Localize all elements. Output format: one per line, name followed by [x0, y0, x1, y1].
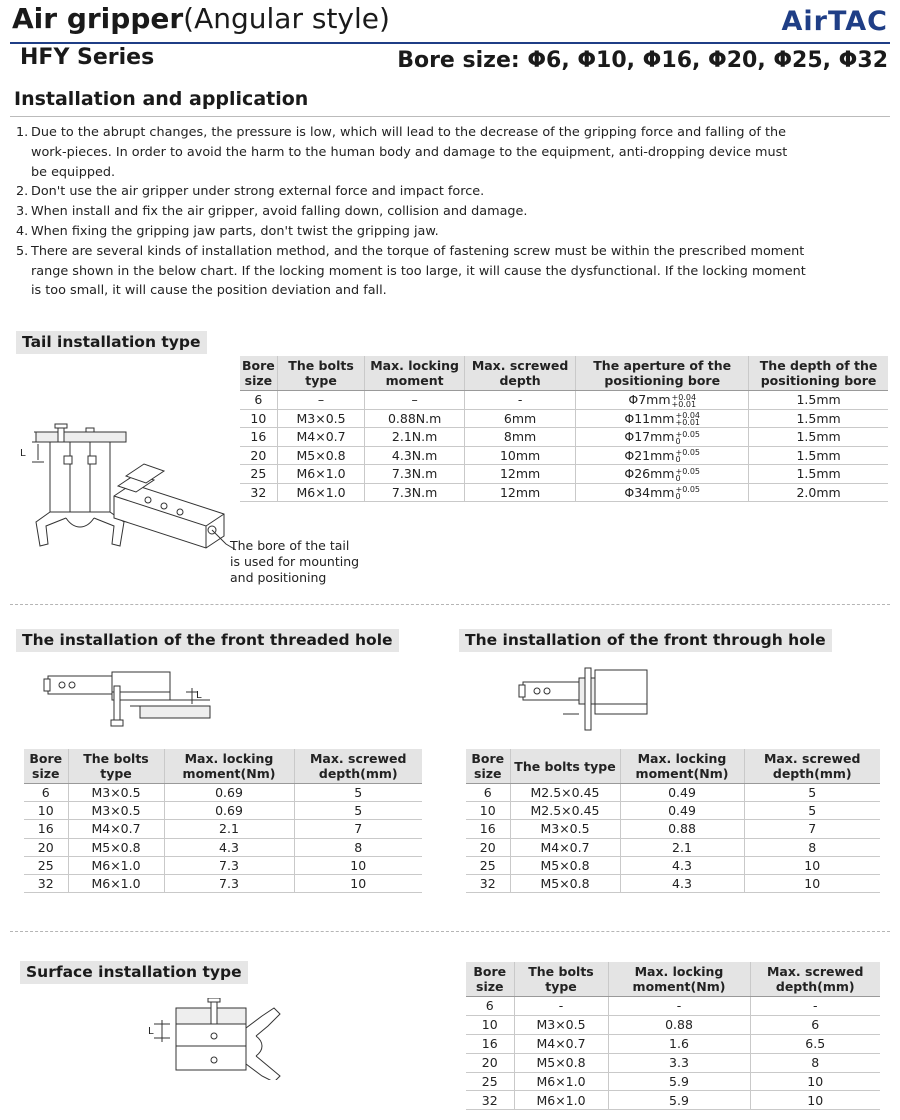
- table-cell: 8mm: [464, 428, 575, 447]
- table-row: [24, 874, 422, 892]
- table-cell: 32: [466, 874, 510, 892]
- table-cell: M3×0.5: [510, 820, 620, 838]
- tolerance-lower: +0.01: [671, 399, 697, 409]
- table-cell: M6×1.0: [277, 483, 365, 502]
- table-cell: M3×0.5: [514, 1015, 608, 1034]
- installation-notes: [16, 123, 806, 301]
- table-row: [240, 428, 888, 447]
- table-row: [466, 856, 880, 874]
- table-cell: M5×0.8: [68, 838, 164, 856]
- table-cell: M6×1.0: [277, 465, 365, 484]
- table-cell: 25: [24, 856, 68, 874]
- table-row: [240, 391, 888, 410]
- front-through-table: [466, 749, 880, 893]
- aperture-value: Φ17mm: [624, 429, 675, 444]
- table-cell: 32: [24, 874, 68, 892]
- tolerance: [676, 431, 701, 445]
- column-header: Bore size: [240, 356, 277, 391]
- table-cell: M4×0.7: [514, 1034, 608, 1053]
- table-cell: 10: [744, 874, 880, 892]
- table-row: [24, 820, 422, 838]
- note-text: Due to the abrupt changes, the pressure is low, which will lead to the decrease of the gripping force and falling of the work-pieces. In order to avoid the harm to the human body and damage to the equipment, anti-dropping device must be equipped.: [31, 125, 788, 180]
- table-cell: 25: [466, 1072, 514, 1091]
- section-rule: [10, 116, 890, 117]
- table-cell: –: [365, 391, 465, 410]
- table-cell: 0.49: [620, 784, 744, 802]
- table-cell: 7.3N.m: [365, 483, 465, 502]
- column-header: Max. locking moment: [365, 356, 465, 391]
- table-row: [24, 802, 422, 820]
- table-row: [466, 1015, 880, 1034]
- table-row: [240, 483, 888, 502]
- column-header: Max. screwed depth(mm): [294, 749, 422, 784]
- note-number: 1.: [16, 125, 29, 140]
- installation-heading: Installation and application: [14, 88, 309, 110]
- surface-table: [466, 962, 880, 1110]
- tolerance-lower: 0: [675, 473, 681, 483]
- tolerance-upper: +0.04: [671, 392, 697, 402]
- table-cell: 10mm: [464, 446, 575, 465]
- table-cell: 5: [294, 802, 422, 820]
- table-cell: 0.69: [164, 784, 294, 802]
- table-row: [466, 997, 880, 1016]
- table-cell: 2.1: [620, 838, 744, 856]
- table-cell: M5×0.8: [514, 1053, 608, 1072]
- table-cell: 6mm: [464, 409, 575, 428]
- table-cell: -: [750, 997, 880, 1016]
- table-cell: 5.9: [608, 1091, 750, 1110]
- tolerance-upper: +0.05: [675, 448, 701, 457]
- tail-callout: [230, 538, 359, 586]
- table-cell: 20: [466, 1053, 514, 1072]
- table-cell: 5.9: [608, 1072, 750, 1091]
- table-cell: 5: [294, 784, 422, 802]
- table-cell: 25: [466, 856, 510, 874]
- table-cell: M4×0.7: [277, 428, 365, 447]
- tail-table: [240, 356, 888, 502]
- table-cell: 10: [24, 802, 68, 820]
- aperture-value: Φ21mm: [624, 447, 675, 463]
- table-cell: 4.3: [164, 838, 294, 856]
- table-row: [240, 409, 888, 428]
- table-cell: 10: [750, 1091, 880, 1110]
- bore-sizes: Bore size: Φ6, Φ10, Φ16, Φ20, Φ25, Φ32: [397, 48, 888, 73]
- table-cell: 1.6: [608, 1034, 750, 1053]
- column-header: Max. locking moment(Nm): [164, 749, 294, 784]
- table-row: [466, 838, 880, 856]
- note-number: 3.: [16, 204, 29, 220]
- table-cell: 4.3: [620, 856, 744, 874]
- tolerance-lower: 0: [675, 492, 681, 501]
- column-header: Max. locking moment(Nm): [608, 962, 750, 997]
- table-cell: 16: [240, 428, 277, 447]
- aperture-cell: [576, 446, 749, 465]
- tail-heading: Tail installation type: [16, 331, 207, 354]
- aperture-value: Φ34mm: [624, 484, 675, 500]
- note-number: 2.: [16, 184, 29, 200]
- table-cell: -: [464, 391, 575, 410]
- tolerance: [672, 394, 697, 408]
- front-through-drawing: [515, 664, 655, 734]
- table-cell: 20: [466, 838, 510, 856]
- note-number: 5.: [16, 243, 29, 259]
- table-cell: M6×1.0: [514, 1072, 608, 1091]
- tolerance: [676, 468, 701, 482]
- table-cell: 10: [750, 1072, 880, 1091]
- column-header: The aperture of the positioning bore: [576, 356, 749, 391]
- table-cell: 20: [24, 838, 68, 856]
- table-cell: 6: [466, 784, 510, 802]
- table-row: [466, 1091, 880, 1110]
- table-cell: 1.5mm: [749, 391, 888, 410]
- table-cell: 32: [466, 1091, 514, 1110]
- tolerance-upper: +0.05: [675, 485, 701, 494]
- column-header: Bore size: [466, 749, 510, 784]
- aperture-cell: [576, 391, 749, 410]
- table-cell: M3×0.5: [277, 409, 365, 428]
- note-text: When install and fix the air gripper, avoid falling down, collision and damage.: [31, 204, 528, 220]
- table-cell: 6: [466, 997, 514, 1016]
- table-cell: M2.5×0.45: [510, 784, 620, 802]
- table-row: [24, 784, 422, 802]
- table-cell: 7: [744, 820, 880, 838]
- table-row: [466, 874, 880, 892]
- table-cell: 6.5: [750, 1034, 880, 1053]
- note-item: [16, 222, 806, 242]
- table-cell: 7: [294, 820, 422, 838]
- aperture-value: Φ26mm: [624, 466, 675, 481]
- callout-line: is used for mounting: [230, 554, 360, 569]
- table-cell: 20: [240, 446, 277, 465]
- table-cell: 16: [466, 1034, 514, 1053]
- page-title: [12, 2, 390, 35]
- tolerance: [676, 449, 701, 463]
- tolerance-upper: +0.04: [675, 411, 701, 420]
- table-cell: 6: [240, 391, 277, 410]
- table-cell: -: [514, 997, 608, 1016]
- column-header: The bolts type: [68, 749, 164, 784]
- table-row: [24, 856, 422, 874]
- front-threaded-heading: The installation of the front threaded hole: [16, 629, 399, 652]
- column-header: Bore size: [24, 749, 68, 784]
- aperture-cell: [576, 409, 749, 428]
- note-item: [16, 242, 806, 301]
- column-header: Bore size: [466, 962, 514, 997]
- table-cell: 6: [24, 784, 68, 802]
- table-row: [466, 784, 880, 802]
- note-text: Don't use the air gripper under strong external force and impact force.: [31, 184, 485, 200]
- table-cell: M4×0.7: [68, 820, 164, 838]
- table-cell: 1.5mm: [749, 409, 888, 428]
- header-rule: [10, 42, 890, 44]
- table-cell: 5: [744, 802, 880, 820]
- tolerance-lower: 0: [675, 455, 681, 464]
- table-cell: 10: [294, 874, 422, 892]
- table-cell: M5×0.8: [510, 856, 620, 874]
- table-cell: 1.5mm: [749, 428, 888, 447]
- table-cell: 4.3: [620, 874, 744, 892]
- aperture-cell: [576, 465, 749, 484]
- note-item: [16, 182, 806, 202]
- table-row: [24, 838, 422, 856]
- table-cell: 10: [294, 856, 422, 874]
- aperture-cell: [576, 483, 749, 502]
- table-cell: M6×1.0: [68, 874, 164, 892]
- surface-dim-label: L: [148, 1026, 154, 1037]
- column-header: The depth of the positioning bore: [749, 356, 888, 391]
- tolerance-lower: +0.01: [675, 418, 701, 427]
- table-cell: 16: [466, 820, 510, 838]
- column-header: The bolts type: [277, 356, 365, 391]
- note-item: [16, 123, 806, 182]
- table-cell: 4.3N.m: [365, 446, 465, 465]
- table-cell: 12mm: [464, 465, 575, 484]
- table-cell: 2.1: [164, 820, 294, 838]
- table-cell: M4×0.7: [510, 838, 620, 856]
- note-number: 4.: [16, 223, 29, 239]
- table-cell: 7.3: [164, 874, 294, 892]
- table-cell: 1.5mm: [749, 446, 888, 465]
- table-cell: 12mm: [464, 483, 575, 502]
- front-threaded-table: [24, 749, 422, 893]
- table-cell: 25: [240, 465, 277, 484]
- table-cell: M3×0.5: [68, 784, 164, 802]
- tail-installation-drawing: [14, 418, 244, 558]
- table-row: [466, 802, 880, 820]
- aperture-cell: [576, 428, 749, 447]
- table-cell: M5×0.8: [510, 874, 620, 892]
- table-cell: 1.5mm: [749, 465, 888, 484]
- table-cell: 6: [750, 1015, 880, 1034]
- column-header: The bolts type: [514, 962, 608, 997]
- tolerance-upper: +0.05: [675, 429, 701, 439]
- aperture-value: Φ7mm: [628, 392, 671, 407]
- table-cell: 8: [750, 1053, 880, 1072]
- title-paren: (Angular style): [183, 2, 390, 35]
- table-cell: 10: [240, 409, 277, 428]
- table-cell: 10: [466, 802, 510, 820]
- table-cell: 10: [744, 856, 880, 874]
- callout-line: and positioning: [230, 570, 327, 585]
- column-header: The bolts type: [510, 749, 620, 784]
- section-divider: [10, 931, 890, 932]
- table-cell: 3.3: [608, 1053, 750, 1072]
- tolerance-upper: +0.05: [675, 466, 701, 476]
- column-header: Max. screwed depth(mm): [744, 749, 880, 784]
- table-cell: M3×0.5: [68, 802, 164, 820]
- table-cell: 0.88N.m: [365, 409, 465, 428]
- series-name: HFY Series: [20, 45, 155, 70]
- table-row: [466, 820, 880, 838]
- table-cell: 0.69: [164, 802, 294, 820]
- table-cell: 0.88: [608, 1015, 750, 1034]
- table-row: [240, 465, 888, 484]
- table-cell: 7.3: [164, 856, 294, 874]
- surface-installation-drawing: [140, 998, 290, 1080]
- table-cell: 7.3N.m: [365, 465, 465, 484]
- table-cell: 2.0mm: [749, 483, 888, 502]
- table-cell: 8: [744, 838, 880, 856]
- tolerance-lower: 0: [675, 436, 681, 446]
- table-cell: M6×1.0: [68, 856, 164, 874]
- title-main: Air gripper: [12, 2, 184, 35]
- column-header: Max. screwed depth(mm): [750, 962, 880, 997]
- table-row: [466, 1072, 880, 1091]
- table-cell: 10: [466, 1015, 514, 1034]
- callout-line: The bore of the tail: [230, 538, 350, 553]
- tail-dim-label: L: [20, 448, 26, 459]
- table-cell: M6×1.0: [514, 1091, 608, 1110]
- table-cell: M5×0.8: [277, 446, 365, 465]
- note-text: When fixing the gripping jaw parts, don't twist the gripping jaw.: [31, 223, 439, 239]
- table-cell: 32: [240, 483, 277, 502]
- table-cell: -: [608, 997, 750, 1016]
- column-header: Max. locking moment(Nm): [620, 749, 744, 784]
- table-cell: –: [277, 391, 365, 410]
- table-cell: M2.5×0.45: [510, 802, 620, 820]
- table-cell: 8: [294, 838, 422, 856]
- note-text: There are several kinds of installation method, and the torque of fastening screw must be within the prescribed moment range shown in the below chart. If the locking moment is too large, it will cause the dysfunctional. If the locking moment is too small, it will cause the position deviation and fall.: [31, 243, 806, 299]
- table-cell: 0.49: [620, 802, 744, 820]
- table-row: [466, 1034, 880, 1053]
- note-item: [16, 202, 806, 222]
- tolerance: [676, 412, 701, 426]
- table-row: [240, 446, 888, 465]
- column-header: Max. screwed depth: [464, 356, 575, 391]
- aperture-value: Φ11mm: [624, 410, 675, 426]
- front-threaded-dim-label: L: [196, 690, 202, 701]
- front-through-heading: The installation of the front through hole: [459, 629, 832, 652]
- table-cell: 2.1N.m: [365, 428, 465, 447]
- table-row: [466, 1053, 880, 1072]
- table-cell: 16: [24, 820, 68, 838]
- section-divider: [10, 604, 890, 605]
- table-cell: 5: [744, 784, 880, 802]
- airtac-logo: AirTAC: [781, 6, 888, 37]
- front-threaded-drawing: [40, 668, 230, 730]
- table-cell: 0.88: [620, 820, 744, 838]
- surface-heading: Surface installation type: [20, 961, 248, 984]
- tolerance: [676, 486, 701, 500]
